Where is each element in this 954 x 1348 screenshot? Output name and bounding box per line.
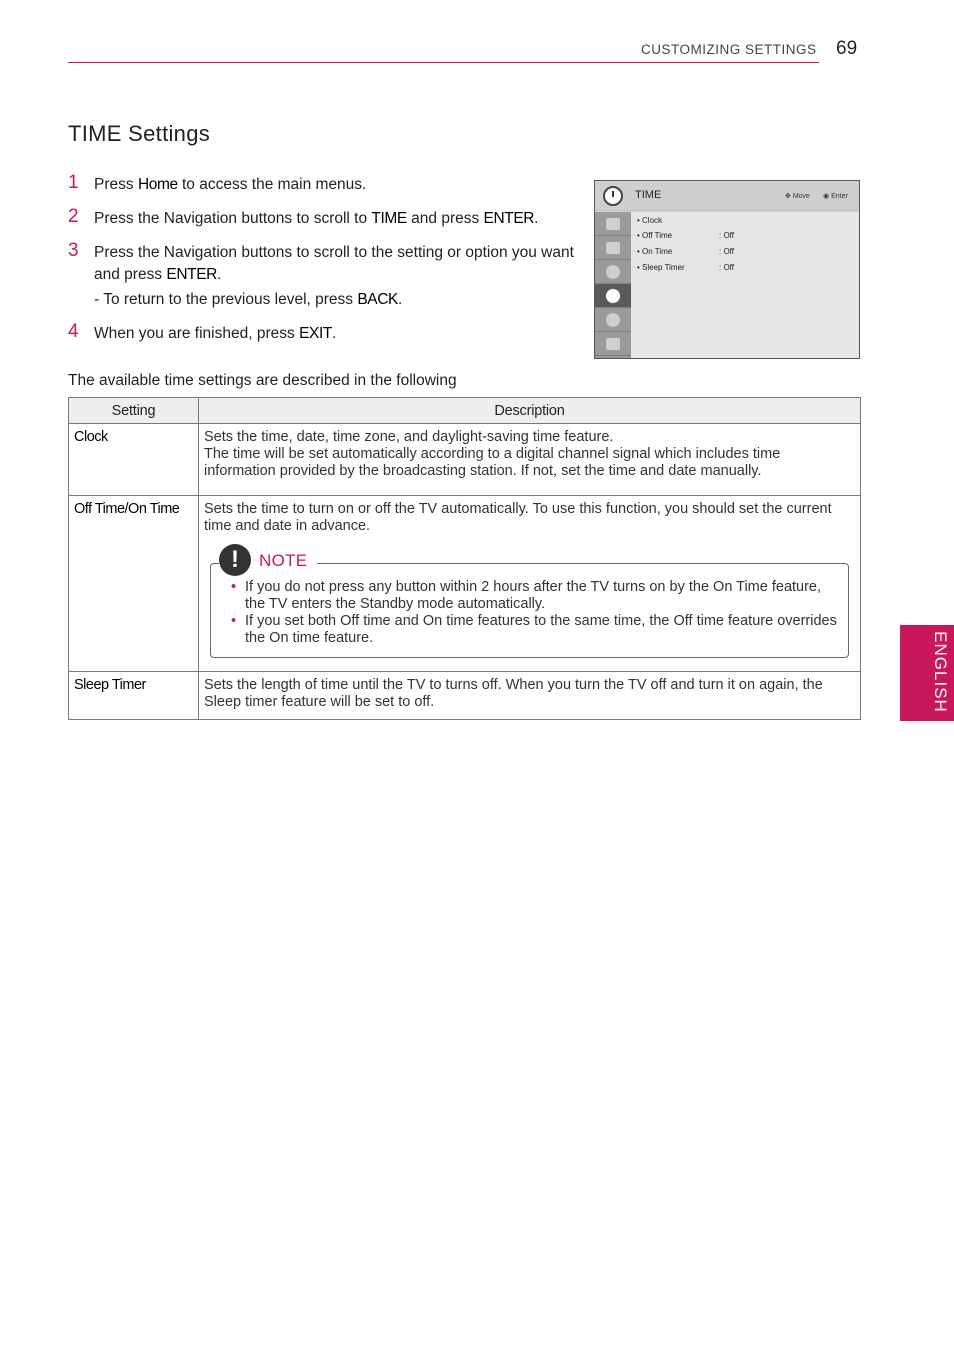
osd-value-sleep-timer: : Off: [719, 263, 734, 272]
description-line: Sets the time, date, time zone, and daylight-saving time feature.: [204, 429, 614, 445]
osd-title-bar: [595, 181, 859, 211]
osd-value-on-time: : Off: [719, 247, 734, 256]
lock-icon: [595, 308, 631, 332]
osd-item-sleep-timer: • Sleep Timer: [637, 263, 685, 272]
note-item: • If you set both Off time and On time features to the same time, the Off time feature overrides the On time feature.: [229, 613, 842, 647]
setting-name: Sleep Timer: [69, 672, 199, 720]
osd-value-off-time: : Off: [719, 231, 734, 240]
step-keyword: ENTER: [166, 266, 217, 283]
option-icon: [595, 332, 631, 356]
step-number: 4: [68, 321, 79, 342]
steps-list: [68, 174, 583, 357]
page-number: 69: [836, 38, 858, 59]
osd-item-off-time: • Off Time: [637, 231, 673, 240]
step-1: [68, 174, 583, 196]
clock-icon: [603, 186, 623, 206]
setting-name: Clock: [69, 424, 199, 496]
step-text: Press the Navigation buttons to scroll to: [94, 210, 372, 227]
setup-icon: [595, 212, 631, 236]
step-subnote: [94, 289, 583, 311]
picture-icon: [595, 236, 631, 260]
osd-title: TIME: [635, 189, 662, 201]
osd-hint-move: ✥ Move: [785, 193, 810, 200]
description-line: Sets the length of time until the TV to turns off. When you turn the TV off and turn it on again, the Sleep timer feature will be set to off.: [204, 677, 823, 710]
setting-description: [199, 424, 861, 496]
exclamation-icon: !: [219, 544, 251, 576]
osd-hint-move-label: Move: [792, 193, 810, 200]
step-number: 1: [68, 172, 79, 193]
note-list: [229, 579, 842, 647]
osd-item-list: [631, 212, 859, 358]
step-keyword: ENTER: [483, 210, 535, 227]
osd-hint-enter-label: Enter: [831, 193, 848, 200]
language-label: ENGLISH: [931, 631, 950, 713]
language-tab: [900, 625, 954, 721]
table-row: [69, 496, 861, 672]
step-text: .: [331, 325, 337, 342]
step-text: .: [216, 266, 222, 283]
step-text: to access the main menus.: [177, 176, 367, 193]
step-number: 2: [68, 206, 79, 227]
table-header-row: [69, 398, 861, 424]
osd-hint-enter: ◉ Enter: [823, 193, 848, 200]
intro-text: The available time settings are described in the following: [68, 372, 457, 389]
note-item: • If you do not press any button within 2 hours after the TV turns on by the On Time feature, the TV enters the Standby mode automatically.: [229, 579, 842, 613]
step-keyword: TIME: [371, 210, 407, 227]
step-text: .: [534, 210, 539, 227]
step-text: and press: [406, 210, 484, 227]
column-header-setting: Setting: [69, 398, 199, 424]
tv-menu-screenshot: [594, 180, 860, 359]
setting-name: Off Time/On Time: [69, 496, 199, 672]
setting-description: [199, 672, 861, 720]
note-box: [210, 546, 849, 658]
settings-table: [68, 397, 861, 720]
table-row: [69, 672, 861, 720]
note-label: NOTE: [259, 550, 308, 570]
osd-item-clock: • Clock: [637, 216, 663, 225]
step-3: [68, 242, 583, 311]
step-4: [68, 323, 583, 345]
step-text: When you are finished, press: [94, 325, 300, 342]
table-row: [69, 424, 861, 496]
step-text: .: [397, 291, 403, 308]
step-keyword: Home: [137, 176, 178, 193]
time-icon: [595, 284, 631, 308]
step-text: Press the Navigation buttons to scroll to the setting or option you want and press: [94, 244, 574, 283]
description-line: The time will be set automatically according to a digital channel signal which includes time information provided by the broadcasting station. If not, set the time and date manually.: [204, 446, 781, 479]
page-title: TIME Settings: [68, 121, 211, 146]
step-text: Press: [94, 176, 138, 193]
osd-category-sidebar: [595, 212, 631, 358]
step-number: 3: [68, 240, 79, 261]
step-2: [68, 208, 583, 230]
column-header-description: Description: [199, 398, 861, 424]
audio-icon: [595, 260, 631, 284]
step-keyword: EXIT: [299, 325, 332, 342]
step-keyword: BACK: [357, 291, 398, 308]
osd-item-on-time: • On Time: [637, 247, 673, 256]
step-text: - To return to the previous level, press: [94, 291, 358, 308]
running-header-section: CUSTOMIZING SETTINGS: [641, 42, 817, 57]
header-rule: [68, 62, 819, 63]
note-header: [219, 544, 317, 576]
setting-description: [199, 496, 861, 672]
description-line: Sets the time to turn on or off the TV automatically. To use this function, you should set the current time and date in advance.: [204, 501, 832, 534]
